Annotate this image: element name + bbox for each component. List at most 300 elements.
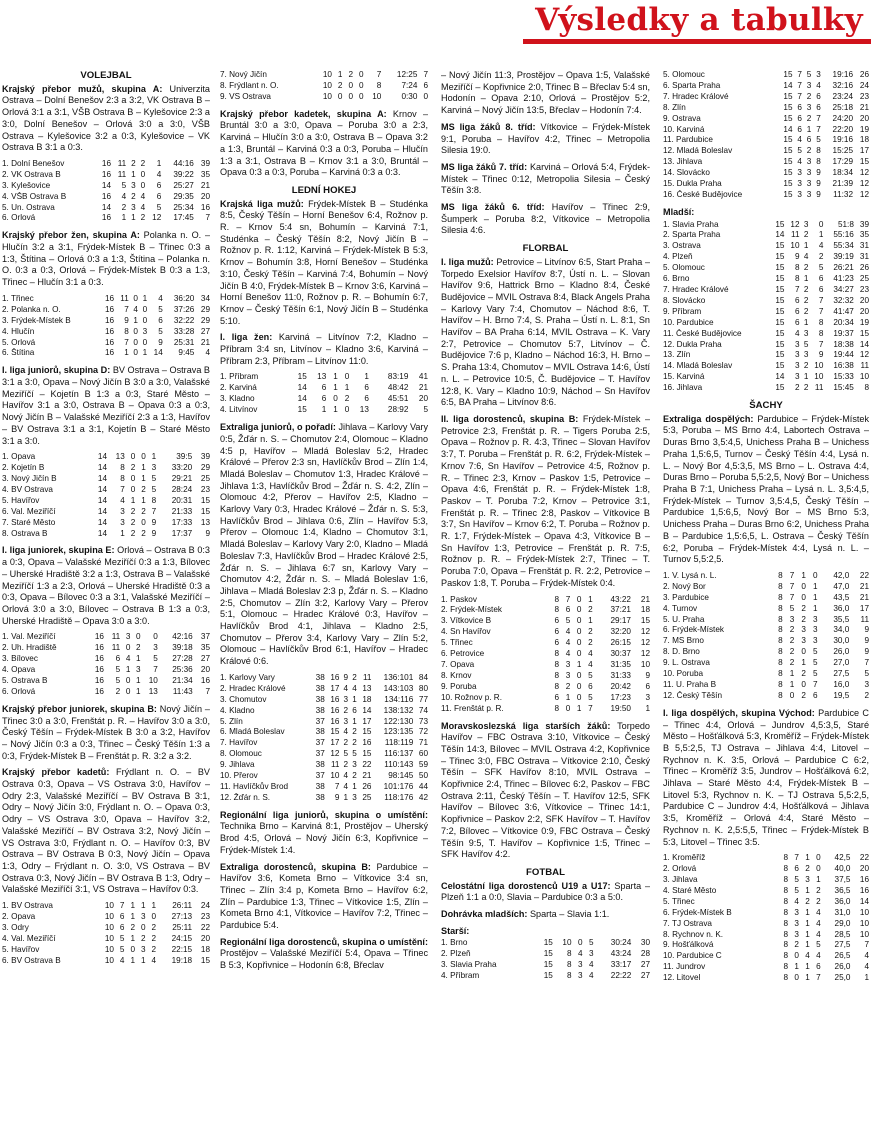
stat-cell: 8: [778, 690, 783, 700]
stat-cell: 6: [816, 102, 821, 112]
stat-cell: 29,0: [834, 918, 851, 928]
stat-cell: 3: [806, 168, 812, 178]
column-4: [663, 70, 869, 1142]
stat-cell: 15: [200, 506, 210, 516]
stat-cell: 31,0: [834, 907, 851, 917]
results-paragraph: [2, 84, 210, 154]
stat-cell: 18:34: [832, 168, 854, 178]
stat-cell: 3: [789, 614, 795, 624]
team-name: 10. Pardubice: [663, 317, 714, 327]
stat-cell: 10: [859, 907, 869, 917]
stat-cell: 43,5: [833, 592, 850, 602]
stat-cell: 16: [104, 293, 115, 303]
stat-cell: 15: [775, 306, 785, 316]
results-paragraph: [441, 122, 650, 157]
stat-cell: 10: [859, 372, 869, 382]
stat-cell: 4: [343, 683, 349, 693]
stat-cell: 7: [205, 686, 210, 696]
stat-cell: 8: [783, 875, 789, 885]
stat-cell: 32:32: [833, 295, 854, 305]
stat-cell: 2: [805, 864, 810, 874]
stat-cell: 20: [859, 295, 869, 305]
stat-cell: 1: [803, 241, 809, 251]
stat-cell: 15: [783, 168, 793, 178]
stat-cell: 0: [576, 670, 582, 680]
stat-cell: 15: [783, 157, 793, 167]
stat-cell: 1: [142, 293, 148, 303]
stat-cell: 5: [588, 670, 593, 680]
stat-cell: 18: [859, 135, 869, 145]
stat-cell: 2: [141, 506, 146, 516]
stat-cell: 8: [783, 973, 789, 983]
table-row: [2, 912, 210, 923]
stat-cell: 15: [543, 960, 553, 970]
stat-cell: 1: [333, 372, 338, 382]
stat-cell: 41:23: [833, 274, 854, 284]
stat-cell: 1: [136, 686, 141, 696]
stat-cell: 14: [97, 484, 108, 494]
stat-cell: 15: [775, 219, 785, 229]
results-paragraph: [441, 202, 650, 237]
competition-name: Extraliga dorostenců, skupina B:: [220, 861, 371, 872]
stat-cell: 55:16: [833, 230, 854, 240]
subheading: Mladší:: [663, 206, 695, 217]
team-name: 3. Kylešovice: [2, 180, 51, 190]
stat-cell: 123:135: [383, 727, 414, 737]
standings-table: [2, 901, 210, 966]
stat-cell: 3: [812, 636, 818, 646]
competition-name: I. liga mužů:: [441, 256, 494, 267]
team-name: 5. Orlová: [2, 337, 36, 347]
results-text: Karviná – Orlová 5:4, Frýdek-Místek – Třinec 0:12, Metropolia Silesia – Český Těšín 3:8.: [441, 161, 650, 196]
stat-cell: 138:132: [383, 705, 414, 715]
stat-cell: 39: [859, 219, 869, 229]
stat-cell: 15: [543, 949, 553, 959]
competition-name: Moravskoslezská liga starších žáků:: [441, 720, 611, 731]
team-name: 1. Brno: [441, 938, 468, 948]
stat-cell: 15: [775, 317, 785, 327]
team-name: 10. Rožnov p. R.: [441, 692, 502, 702]
stat-cell: 10: [322, 91, 332, 101]
table-row: [663, 81, 869, 92]
results-paragraph: [441, 70, 650, 117]
stat-cell: 6: [364, 394, 369, 404]
team-name: 4. Sn Havířov: [441, 627, 491, 637]
stat-cell: 22: [200, 922, 210, 932]
stat-cell: 0: [133, 326, 138, 336]
stat-cell: 2: [130, 922, 135, 932]
stat-cell: 2: [130, 528, 136, 538]
stat-cell: 4: [797, 135, 802, 145]
table-row: [663, 582, 869, 593]
stat-cell: 14: [783, 80, 793, 90]
stat-cell: 15: [775, 383, 785, 393]
stat-cell: 5: [352, 749, 357, 759]
results-paragraph: [2, 230, 210, 289]
stat-cell: 12: [859, 179, 869, 189]
stat-cell: 5: [565, 616, 571, 626]
stat-cell: 1: [121, 213, 127, 223]
stat-cell: 0: [140, 922, 146, 932]
stat-cell: 2: [805, 896, 810, 906]
stat-cell: 27,5: [834, 940, 851, 950]
team-name: 1. BV Ostrava: [2, 901, 53, 911]
team-name: 8. Zlín: [663, 102, 686, 112]
stat-cell: 3: [797, 179, 802, 189]
stat-cell: 8: [783, 896, 789, 906]
stat-cell: 8: [783, 962, 789, 972]
stat-cell: 25:34: [173, 202, 194, 212]
team-name: 11. Havlíčkův Brod: [220, 781, 289, 791]
stat-cell: 2: [141, 528, 146, 538]
standings-table: [663, 220, 869, 395]
table-row: [663, 875, 869, 886]
stat-cell: 21:33: [171, 506, 193, 516]
stat-cell: 15:33: [833, 372, 854, 382]
stat-cell: 11: [111, 643, 121, 653]
team-name: 9. Příbram: [663, 306, 702, 316]
stat-cell: 2: [141, 484, 146, 494]
stat-cell: 37: [315, 749, 325, 759]
stat-cell: 3: [794, 918, 799, 928]
results-text: – Nový Jičín 11:3, Prostějov – Opava 1:5, Valašské Meziříčí – Kopřivnice 2:0, Třinec B – Břeclav 5:4 sn, Hodonín – Opava 2:10, Orlová – Prostějov 5:2, Karviná – Nový Jičín 13:5, Břeclav – Hodonín 7:4.: [441, 70, 650, 116]
team-name: 9. Jihlava: [220, 760, 255, 770]
stat-cell: 15: [783, 189, 793, 199]
stat-cell: 3: [812, 625, 818, 635]
stat-cell: 1: [140, 955, 146, 965]
stat-cell: 10: [104, 901, 114, 911]
team-name: 2. Frýdek-Místek: [441, 605, 502, 615]
stat-cell: 7: [120, 484, 125, 494]
table-row: [663, 263, 869, 274]
stat-cell: 0: [794, 973, 799, 983]
stat-cell: 39:22: [173, 169, 194, 179]
table-row: [663, 604, 869, 615]
stat-cell: 31: [859, 252, 869, 262]
stat-cell: 29:17: [610, 616, 631, 626]
stat-cell: 0: [125, 676, 131, 686]
stat-cell: 2: [151, 933, 157, 943]
stat-cell: 15: [783, 91, 793, 101]
stat-cell: 0: [565, 703, 571, 713]
stat-cell: 4: [343, 771, 349, 781]
column-2: [220, 70, 428, 1142]
team-name: 3. Odry: [2, 922, 29, 932]
stat-cell: 4: [156, 169, 162, 179]
stat-cell: 7: [153, 665, 158, 675]
team-name: 6. BV Ostrava B: [2, 955, 61, 965]
team-name: 16. Jihlava: [663, 383, 703, 393]
team-name: 1. Opava: [2, 452, 36, 462]
competition-name: Regionální liga juniorů, skupina o umístění:: [220, 809, 428, 820]
stat-cell: 22:15: [171, 944, 193, 954]
stat-cell: 15: [775, 361, 785, 371]
stat-cell: 6: [156, 191, 162, 201]
banner-underline: [523, 39, 871, 44]
stat-cell: 21: [200, 337, 210, 347]
stat-cell: 12:25: [396, 70, 418, 79]
stat-cell: 3: [343, 716, 349, 726]
stat-cell: 1: [141, 495, 146, 505]
stat-cell: 7:24: [401, 80, 418, 90]
stat-cell: 3: [343, 694, 349, 704]
team-name: 5. Zlín: [220, 716, 243, 726]
stat-cell: 4: [158, 293, 163, 303]
stat-cell: 6: [797, 124, 802, 134]
stat-cell: 16: [859, 875, 869, 885]
stat-cell: 2: [818, 252, 824, 262]
stat-cell: 118:176: [384, 792, 414, 802]
team-name: 2. VK Ostrava B: [2, 169, 61, 179]
stat-cell: 8: [816, 146, 821, 156]
stat-cell: 1: [136, 654, 141, 664]
stat-cell: 3: [794, 372, 800, 382]
stat-cell: 1: [151, 901, 157, 911]
stat-cell: 3: [131, 180, 136, 190]
stat-cell: 17:33: [171, 517, 193, 527]
stat-cell: 1: [805, 918, 810, 928]
stat-cell: 8: [778, 603, 783, 613]
table-row: [2, 192, 210, 203]
stat-cell: 0: [125, 686, 131, 696]
stat-cell: 5: [115, 676, 121, 686]
stat-cell: 20: [859, 113, 869, 123]
stat-cell: 4: [816, 918, 821, 928]
stat-cell: 2: [343, 705, 349, 715]
team-name: 12. Dukla Praha: [663, 339, 722, 349]
stat-cell: 7: [818, 306, 824, 316]
stat-cell: 6: [645, 681, 650, 691]
competition-name: I. liga juniorek, skupina E:: [2, 545, 115, 556]
stat-cell: 1: [588, 616, 593, 626]
column-1: [2, 70, 210, 1142]
stat-cell: 5: [115, 665, 121, 675]
stat-cell: 9: [334, 792, 340, 802]
stat-cell: 31:33: [610, 670, 631, 680]
stat-cell: 17:29: [832, 157, 854, 167]
table-row: [663, 951, 869, 962]
stat-cell: 43:24: [610, 949, 632, 959]
stat-cell: 36,5: [834, 885, 851, 895]
stat-cell: 2: [803, 285, 809, 295]
stat-cell: 20: [859, 306, 869, 316]
table-row: [663, 146, 869, 157]
stat-cell: 35,5: [833, 614, 850, 624]
stat-cell: 2: [789, 625, 795, 635]
stat-cell: 25:27: [173, 180, 194, 190]
team-name: 4. Opava: [2, 665, 36, 675]
stat-cell: 16: [330, 672, 340, 682]
stat-cell: 16: [104, 304, 115, 314]
stat-cell: 7: [565, 594, 571, 604]
stat-cell: 37:26: [173, 304, 195, 314]
stat-cell: 16: [94, 643, 104, 653]
stat-cell: 47,0: [833, 581, 850, 591]
stat-cell: 6: [554, 692, 560, 702]
stat-cell: 10: [562, 938, 572, 948]
stat-cell: 20:31: [171, 495, 193, 505]
stat-cell: 25:18: [832, 102, 854, 112]
results-text: Vítkovice – Frýdek-Místek 9:1, Poruba – Havířov 4:2, Třinec – Metropolia Silesia 19:0.: [441, 121, 650, 156]
stat-cell: 4: [797, 157, 802, 167]
stat-cell: 14: [362, 705, 372, 715]
stat-cell: 1: [136, 676, 141, 686]
stat-cell: 19:50: [610, 703, 631, 713]
stat-cell: 16: [330, 694, 340, 704]
team-name: 10. Poruba: [663, 669, 704, 679]
stat-cell: 0: [133, 337, 138, 347]
stat-cell: 4: [577, 949, 583, 959]
stat-cell: 3: [142, 326, 148, 336]
stat-cell: 3: [806, 189, 812, 199]
stat-cell: 10: [859, 918, 869, 928]
table-row: [663, 658, 869, 669]
table-row: [2, 181, 210, 192]
stat-cell: 1: [805, 853, 810, 863]
results-text: Frýdlant n. O. – BV Ostrava 0:3, Opava – VS Ostrava 3:0, Havířov – Odry 2:3, Valašské Meziříčí – BV Ostrava B 3:1, Odry – Nový Jičín 3:0, Frýdlant n. O. – Opava 0:3, Odry – VS Ostrava 3:0, Opava – Havířov 3:2, Valašské Meziříčí – BV Ostrava 3:2, Nový Jičín – VS Ostrava 3:0, Frýdlant n. O. – Havířov 0:3, BV Ostrava – BV Ostrava B 0:3, Nový Jičín – Opava 1:3, Odry – Frýdlant n. O. 3:0, VS Ostrava – BV Ostrava 0:3, Nový Jičín – BV Ostrava B 1:3, Odry – Valašské Meziříčí 3:1, VS Ostrava – Havířov 0:3.: [2, 767, 210, 895]
stat-cell: 3: [806, 102, 812, 112]
stat-cell: 22:20: [832, 124, 854, 134]
stat-cell: 8: [794, 274, 800, 284]
stat-cell: 7: [816, 973, 821, 983]
stat-cell: 4: [864, 962, 869, 972]
stat-cell: 27: [640, 971, 650, 981]
stat-cell: 17:23: [610, 692, 631, 702]
stat-cell: 29: [200, 304, 210, 314]
team-name: 1. Kroměříž: [663, 853, 706, 863]
stat-cell: 1: [131, 169, 136, 179]
stat-cell: 14: [97, 495, 108, 505]
stat-cell: 2: [794, 940, 799, 950]
table-row: [663, 962, 869, 973]
table-row: [663, 307, 869, 318]
section-heading: FOTBAL: [526, 866, 565, 878]
stat-cell: 22: [859, 853, 869, 863]
stat-cell: 2: [801, 603, 806, 613]
stat-cell: 3: [140, 944, 146, 954]
results-paragraph: [441, 721, 650, 861]
table-row: [220, 727, 428, 738]
stat-cell: 8: [818, 328, 824, 338]
stat-cell: 2: [801, 669, 806, 679]
table-row: [2, 676, 210, 687]
stat-cell: 38: [315, 672, 325, 682]
results-paragraph: [220, 422, 428, 668]
stat-cell: 42:16: [172, 632, 193, 642]
competition-name: MS liga žáků 6. tříd:: [441, 202, 545, 213]
stat-cell: 3: [645, 692, 650, 702]
table-row: [2, 348, 210, 359]
stat-cell: 16: [94, 654, 104, 664]
stat-cell: 1: [343, 792, 349, 802]
results-text: Karviná – Litvínov 7:2, Kladno – Příbram 3:4 sn, Litvínov – Kladno 3:6, Karviná – Příbram 2:3, Příbram – Litvínov 11:0.: [220, 332, 428, 366]
standings-table: [441, 595, 650, 715]
table-row: [441, 693, 650, 704]
stat-cell: 6: [115, 654, 121, 664]
team-name: 12. Mladá Boleslav: [663, 146, 733, 156]
team-name: 12. Český Těšín: [663, 690, 723, 700]
stat-cell: 0: [576, 649, 582, 659]
team-name: 14. Mladá Boleslav: [663, 361, 733, 371]
stat-cell: 1: [141, 474, 146, 484]
stat-cell: 12: [859, 168, 869, 178]
stat-cell: 3: [153, 643, 158, 653]
stat-cell: 1: [344, 383, 350, 393]
table-row: [2, 463, 210, 474]
table-row: [663, 383, 869, 394]
stat-cell: 2: [806, 91, 812, 101]
stat-cell: 42: [418, 792, 428, 802]
table-row: [220, 81, 428, 92]
team-name: 13. Zlín: [663, 350, 691, 360]
stat-cell: 0: [125, 643, 131, 653]
stat-cell: 136:101: [383, 672, 414, 682]
team-name: 11. Jundrov: [663, 962, 706, 972]
table-row: [220, 695, 428, 706]
stat-cell: 28,5: [834, 929, 851, 939]
team-name: 6. Orlová: [2, 686, 36, 696]
stat-cell: 4: [805, 951, 810, 961]
stat-cell: 4: [588, 649, 593, 659]
stat-cell: 38: [315, 705, 325, 715]
team-name: 4. VŠB Ostrava B: [2, 191, 67, 201]
stat-cell: 0: [789, 690, 795, 700]
stat-cell: 38: [315, 792, 325, 802]
results-paragraph: [2, 767, 210, 896]
stat-cell: 14: [101, 202, 111, 212]
stat-cell: 2: [803, 263, 809, 273]
stat-cell: 3: [864, 679, 869, 689]
stat-cell: 2: [130, 517, 136, 527]
stat-cell: 23: [859, 285, 869, 295]
stat-cell: 1: [803, 274, 809, 284]
team-name: 5. Olomouc: [663, 70, 705, 79]
stat-cell: 15: [775, 274, 785, 284]
stat-cell: 38: [315, 694, 325, 704]
stat-cell: 0: [348, 91, 353, 101]
stat-cell: 27: [200, 326, 210, 336]
stat-cell: 1: [801, 570, 806, 580]
results-text: Polanka n. O. – Hlučín 3:2 a 3:1, Frýdek-Místek B – Třinec 0:3 a 1:3, Štítina – Orlová 0:3 a 1:3, Štítina – Polanka n. O. 0:3 a 0:3, Orlová – Frýdek-Místek B 0:3 a 1:3, Třinec – Hlučín 3:1 a 0:3.: [2, 230, 210, 288]
table-row: [2, 316, 210, 327]
stat-cell: 3: [565, 670, 571, 680]
stat-cell: 1: [130, 495, 136, 505]
stat-cell: 4: [121, 191, 127, 201]
team-name: 8. D. Brno: [663, 647, 700, 657]
stat-cell: 4: [588, 960, 594, 970]
results-paragraph: [441, 257, 650, 409]
stat-cell: 6: [818, 274, 824, 284]
stat-cell: 4: [816, 951, 821, 961]
stat-cell: 5: [864, 669, 869, 679]
stat-cell: 25:36: [172, 665, 193, 675]
team-name: 11. U. Praha B: [663, 679, 717, 689]
stat-cell: 19:16: [832, 70, 854, 79]
stat-cell: 19:37: [833, 328, 854, 338]
table-row: [2, 518, 210, 529]
table-row: [663, 168, 869, 179]
stat-cell: 0: [133, 293, 138, 303]
results-text: Sparta – Plzeň 1:1 a 0:0, Slavia – Pardubice 0:3 a 5:0.: [441, 880, 650, 903]
results-paragraph: [220, 199, 428, 328]
stat-cell: 26:21: [833, 263, 854, 273]
stat-cell: 8: [794, 263, 800, 273]
stat-cell: 9: [816, 189, 821, 199]
table-row: [2, 485, 210, 496]
stat-cell: 5: [797, 146, 802, 156]
stat-cell: 10: [859, 929, 869, 939]
stat-cell: 4: [816, 929, 821, 939]
